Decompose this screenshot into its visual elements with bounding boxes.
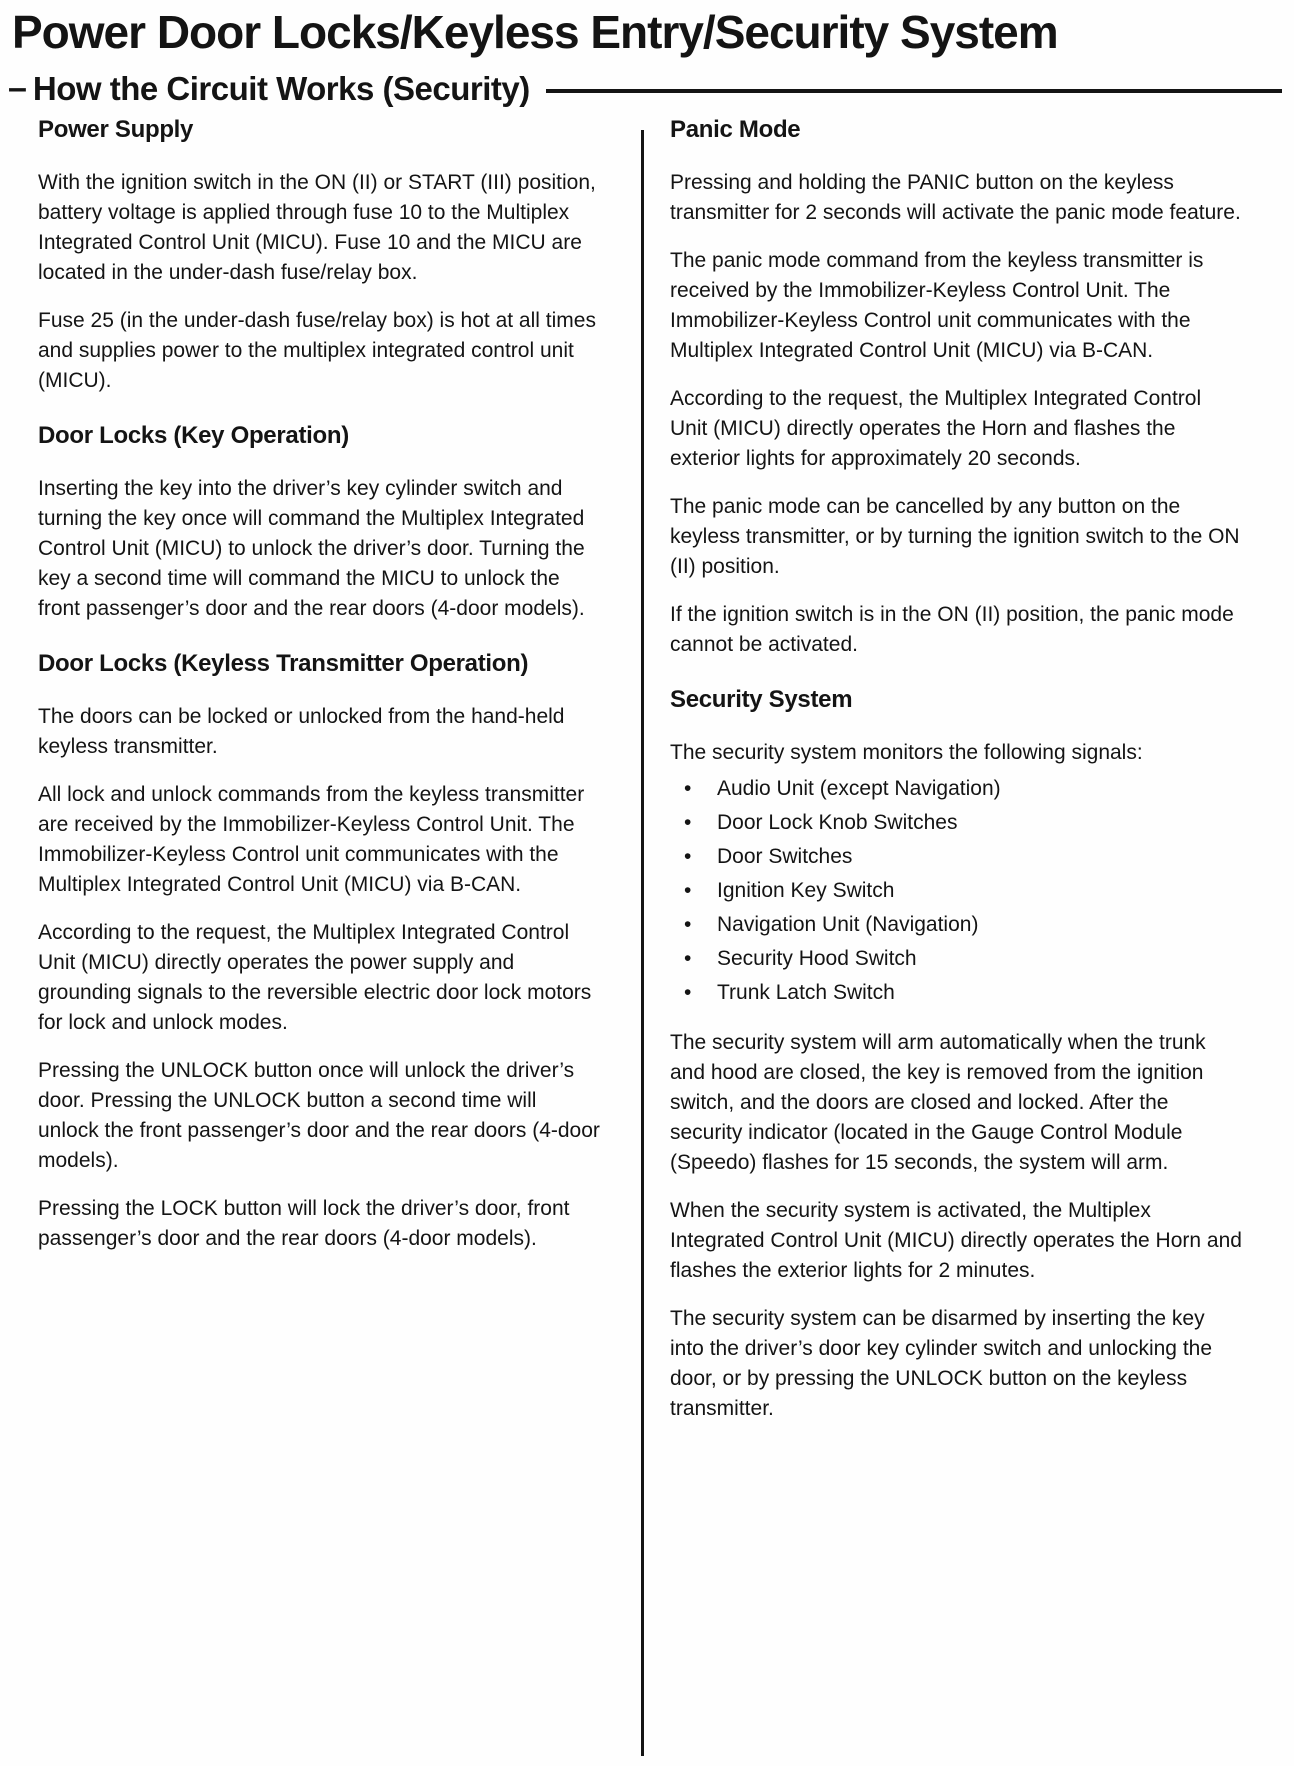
bullet-item: • Door Lock Knob Switches <box>670 806 1244 840</box>
paragraph: According to the request, the Multiplex Integrated Control Unit (MICU) directly operates the Horn and flashes the exterior lights for approximately 20 seconds. <box>670 386 1202 470</box>
page-title: Power Door Locks/Keyless Entry/Security System <box>12 6 1058 58</box>
two-column-layout <box>0 116 1294 1756</box>
bullet-item: • Security Hood Switch <box>670 942 1244 976</box>
bullet-item: • Navigation Unit (Navigation) <box>670 908 1244 942</box>
paragraph: Pressing the UNLOCK button once will unlock the driver’s door. Pressing the UNLOCK button a second time will unlock the front passenger’s door and the rear doors (4-door models). <box>38 1058 600 1172</box>
paragraph: With the ignition switch in the ON (II) or START (III) position, battery voltage is applied through fuse 10 to the Multiplex Integrated Control Unit (MICU). Fuse 10 and the MICU are located in the under-dash fuse/relay box. <box>38 170 596 284</box>
bullet-item: • Door Switches <box>670 840 1244 874</box>
section-heading: Security System <box>670 685 853 713</box>
column-right <box>644 116 1294 1756</box>
paragraph: All lock and unlock commands from the keyless transmitter are received by the Immobilizer-Keyless Control Unit. The Immobilizer-Keyless Control unit communicates with the Multiplex Integrated Control Unit (MICU) via B-CAN. <box>38 782 585 896</box>
section-heading: Door Locks (Key Operation) <box>38 421 349 449</box>
bullet-list <box>670 772 1244 1010</box>
bullet-item: • Trunk Latch Switch <box>670 976 1244 1010</box>
section-rule <box>546 89 1282 93</box>
section-dash: – <box>8 68 27 107</box>
section-heading-row <box>8 70 1286 112</box>
section-title: How the Circuit Works (Security) <box>32 69 530 107</box>
paragraph: The security system can be disarmed by inserting the key into the driver’s door key cylinder switch and unlocking the door, or by pressing the UNLOCK button on the keyless transmitter. <box>670 1306 1213 1420</box>
column-left <box>0 116 641 1756</box>
paragraph: Pressing the LOCK button will lock the driver’s door, front passenger’s door and the rear doors (4-door models). <box>38 1196 570 1250</box>
paragraph: According to the request, the Multiplex Integrated Control Unit (MICU) directly operates the power supply and grounding signals to the reversible electric door lock motors for lock and unlock modes. <box>38 920 592 1034</box>
paragraph: Inserting the key into the driver’s key cylinder switch and turning the key once will command the Multiplex Integrated Control Unit (MICU) to unlock the driver’s door. Turning the key a second time will command the MICU to unlock the front passenger’s door and the rear doors (4-door models). <box>38 476 585 620</box>
paragraph: The doors can be locked or unlocked from the hand-held keyless transmitter. <box>38 704 565 758</box>
bullet-item: • Audio Unit (except Navigation) <box>670 772 1244 806</box>
section-heading: Power Supply <box>38 115 194 143</box>
bullet-item: • Ignition Key Switch <box>670 874 1244 908</box>
section-heading: Panic Mode <box>670 115 801 143</box>
paragraph: The security system monitors the following signals: <box>670 740 1143 764</box>
paragraph: Fuse 25 (in the under-dash fuse/relay box) is hot at all times and supplies power to the multiplex integrated control unit (MICU). <box>38 308 596 392</box>
paragraph: The panic mode command from the keyless transmitter is received by the Immobilizer-Keyless Control Unit. The Immobilizer-Keyless Control unit communicates with the Multiplex Integrated Control Unit (MICU) via B-CAN. <box>670 248 1204 362</box>
paragraph: The security system will arm automatically when the trunk and hood are closed, the key is removed from the ignition switch, and the doors are closed and locked. After the security indicator (located in the Gauge Control Module (Speedo) flashes for 15 seconds, the system will arm. <box>670 1030 1206 1174</box>
paragraph: If the ignition switch is in the ON (II) position, the panic mode cannot be activated. <box>670 602 1234 656</box>
paragraph: The panic mode can be cancelled by any button on the keyless transmitter, or by turning the ignition switch to the ON (II) position. <box>670 494 1240 578</box>
paragraph: When the security system is activated, the Multiplex Integrated Control Unit (MICU) directly operates the Horn and flashes the exterior lights for 2 minutes. <box>670 1198 1242 1282</box>
section-heading: Door Locks (Keyless Transmitter Operation) <box>38 649 529 677</box>
paragraph: Pressing and holding the PANIC button on the keyless transmitter for 2 seconds will activate the panic mode feature. <box>670 170 1241 224</box>
